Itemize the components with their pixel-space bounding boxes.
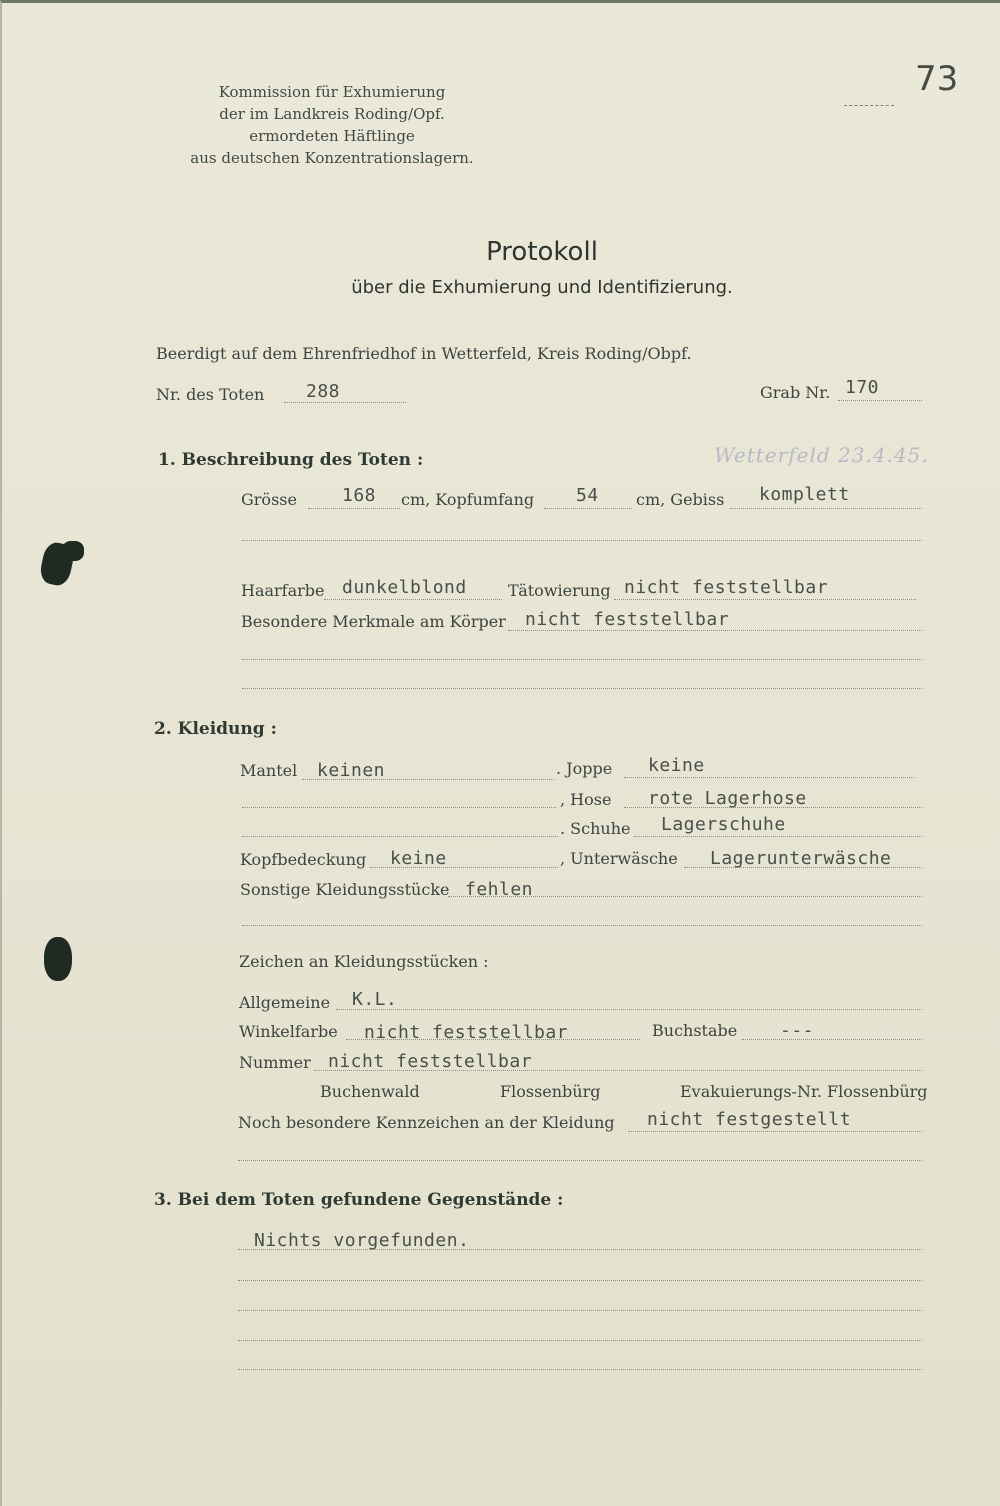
punch-hole-mark: [44, 937, 72, 981]
header-line-4: aus deutschen Konzentrationslagern.: [190, 149, 474, 167]
size-value: 168: [342, 485, 377, 506]
headwear-label: Kopfbedeckung: [240, 850, 367, 869]
teeth-value: komplett: [759, 484, 850, 505]
head-line: [544, 508, 632, 509]
shoes-label: . Schuhe: [560, 819, 631, 838]
underwear-label: , Unterwäsche: [560, 849, 678, 868]
grave-no-label: Grab Nr.: [760, 383, 831, 402]
blank-line-6: [242, 925, 922, 926]
section2-heading: 2. Kleidung :: [154, 719, 277, 739]
underwear-value: Lagerunterwäsche: [710, 848, 892, 869]
headwear-value: keine: [390, 848, 447, 869]
hair-value: dunkelblond: [342, 577, 467, 598]
marks-value: nicht feststellbar: [525, 609, 730, 630]
burial-line: Beerdigt auf dem Ehrenfriedhof in Wetterfeld, Kreis Roding/Obpf.: [156, 344, 692, 363]
grave-no-line: [838, 400, 922, 401]
triangle-value: nicht feststellbar: [364, 1022, 569, 1043]
blank-line-4: [242, 807, 556, 808]
head-label: cm, Kopfumfang: [401, 490, 535, 509]
head-value: 54: [576, 485, 599, 506]
letter-value: ---: [780, 1020, 815, 1041]
items-line-2: [238, 1280, 922, 1281]
tattoo-line: [614, 599, 916, 600]
other-value: fehlen: [465, 879, 534, 900]
number-value: nicht feststellbar: [328, 1051, 533, 1072]
header-line-2: der im Landkreis Roding/Opf.: [219, 105, 445, 123]
header-line-1: Kommission für Exhumierung: [218, 83, 446, 101]
coat-value: keinen: [317, 760, 386, 781]
page-number-dash: [844, 105, 894, 106]
clothing-marks-heading: Zeichen an Kleidungsstücken :: [239, 952, 489, 971]
dead-no-value: 288: [306, 381, 341, 402]
dead-no-line: [284, 402, 406, 403]
header-line-3: ermordeten Häftlinge: [249, 127, 415, 145]
page-subtitle: über die Exhumierung und Identifizierung.: [351, 277, 733, 298]
general-label: Allgemeine: [239, 993, 331, 1012]
general-value: K.L.: [352, 989, 398, 1010]
letter-line: [742, 1039, 922, 1040]
punch-hole-mark: [62, 541, 84, 561]
items-line-3: [238, 1310, 922, 1311]
number-label: Nummer: [239, 1053, 311, 1072]
evacuation-label: Evakuierungs-Nr. Flossenbürg: [680, 1082, 928, 1101]
other-label: Sonstige Kleidungsstücke: [240, 880, 450, 899]
jacket-value: keine: [648, 755, 705, 776]
size-label: Grösse: [241, 490, 297, 509]
trousers-label: , Hose: [560, 790, 612, 809]
items-value: Nichts vorgefunden.: [254, 1230, 470, 1251]
items-line-5: [238, 1369, 922, 1370]
items-line-4: [238, 1340, 922, 1341]
special-marks-line: [628, 1131, 922, 1132]
blank-line-2: [242, 659, 922, 660]
blank-line-7: [238, 1160, 922, 1161]
special-marks-value: nicht festgestellt: [647, 1109, 852, 1130]
triangle-label: Winkelfarbe: [239, 1022, 338, 1041]
camp-buchenwald: Buchenwald: [320, 1082, 420, 1101]
camp-flossenbuerg: Flossenbürg: [500, 1082, 601, 1101]
general-line: [336, 1009, 922, 1010]
handwritten-note: Wetterfeld 23.4.45.: [714, 443, 929, 467]
page-title: Protokoll: [486, 237, 598, 267]
section3-heading: 3. Bei dem Toten gefundene Gegenstände :: [154, 1190, 564, 1210]
trousers-value: rote Lagerhose: [648, 788, 807, 809]
letter-label: Buchstabe: [652, 1021, 738, 1040]
commission-header: [162, 81, 502, 169]
hair-line: [324, 599, 502, 600]
page-number: 73: [915, 59, 959, 99]
dead-no-label: Nr. des Toten: [156, 385, 265, 404]
grave-no-value: 170: [845, 377, 880, 398]
jacket-line: [624, 777, 914, 778]
tattoo-value: nicht feststellbar: [624, 577, 829, 598]
hair-label: Haarfarbe: [241, 581, 325, 600]
blank-line-1: [242, 540, 922, 541]
marks-label: Besondere Merkmale am Körper: [241, 612, 506, 631]
blank-line-3: [242, 688, 922, 689]
teeth-label: cm, Gebiss: [636, 490, 725, 509]
shoes-value: Lagerschuhe: [661, 814, 786, 835]
section1-heading: 1. Beschreibung des Toten :: [158, 450, 424, 470]
special-marks-label: Noch besondere Kennzeichen an der Kleidung: [238, 1113, 615, 1132]
jacket-label: . Joppe: [556, 759, 613, 778]
marks-line: [508, 630, 922, 631]
tattoo-label: Tätowierung: [508, 581, 611, 600]
coat-label: Mantel: [240, 761, 298, 780]
size-line: [308, 508, 400, 509]
teeth-line: [730, 508, 922, 509]
blank-line-5: [242, 836, 558, 837]
shoes-line: [634, 836, 922, 837]
